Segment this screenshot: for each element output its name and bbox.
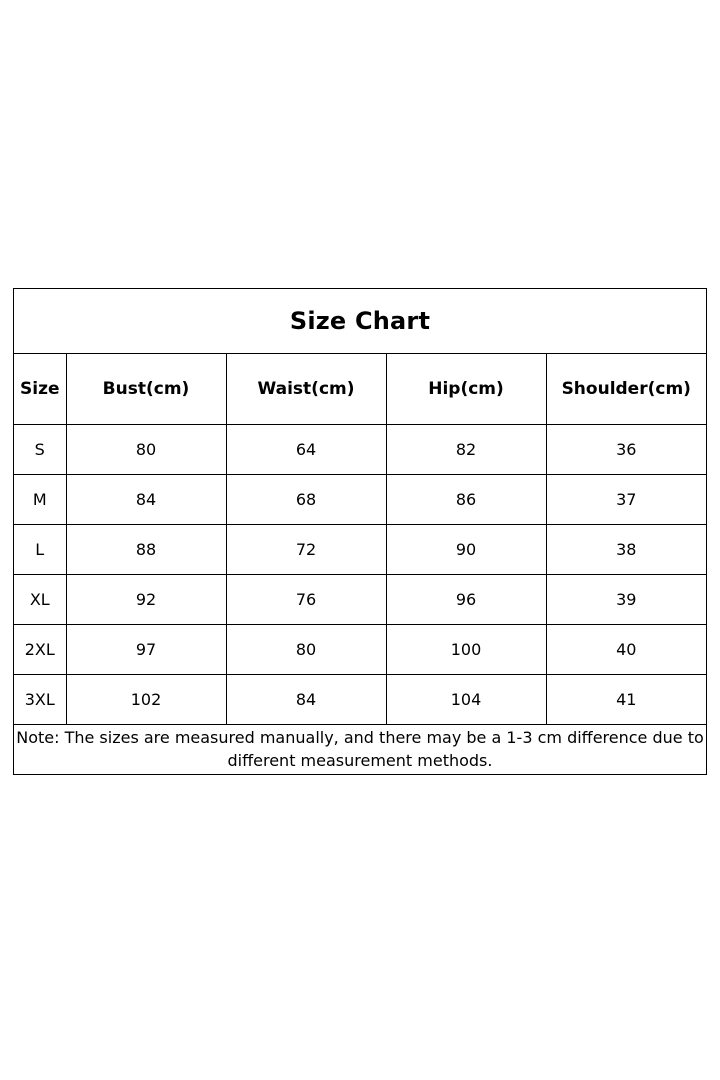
table-header-row xyxy=(14,353,706,424)
column-header-bust: Bust(cm) xyxy=(66,353,226,424)
cell-hip: 90 xyxy=(386,524,546,574)
cell-size: L xyxy=(14,524,66,574)
measurement-note: Note: The sizes are measured manually, and there may be a 1-3 cm difference due to different measurement methods. xyxy=(14,724,706,774)
cell-bust: 92 xyxy=(66,574,226,624)
cell-waist: 80 xyxy=(226,624,386,674)
cell-waist: 64 xyxy=(226,424,386,474)
cell-waist: 84 xyxy=(226,674,386,724)
size-chart-container xyxy=(13,288,707,775)
table-row xyxy=(14,424,706,474)
cell-bust: 97 xyxy=(66,624,226,674)
table-row xyxy=(14,674,706,724)
column-header-size: Size xyxy=(14,353,66,424)
cell-hip: 96 xyxy=(386,574,546,624)
cell-hip: 104 xyxy=(386,674,546,724)
table-row xyxy=(14,574,706,624)
cell-waist: 72 xyxy=(226,524,386,574)
cell-bust: 102 xyxy=(66,674,226,724)
cell-bust: 84 xyxy=(66,474,226,524)
size-chart-table xyxy=(14,353,706,774)
table-body xyxy=(14,424,706,774)
table-header xyxy=(14,353,706,424)
cell-size: 3XL xyxy=(14,674,66,724)
cell-size: S xyxy=(14,424,66,474)
cell-waist: 68 xyxy=(226,474,386,524)
cell-shoulder: 37 xyxy=(546,474,706,524)
cell-hip: 86 xyxy=(386,474,546,524)
cell-size: M xyxy=(14,474,66,524)
cell-size: XL xyxy=(14,574,66,624)
cell-shoulder: 41 xyxy=(546,674,706,724)
column-header-shoulder: Shoulder(cm) xyxy=(546,353,706,424)
table-row xyxy=(14,624,706,674)
chart-title: Size Chart xyxy=(289,307,431,335)
table-note-row xyxy=(14,724,706,774)
cell-shoulder: 36 xyxy=(546,424,706,474)
cell-hip: 82 xyxy=(386,424,546,474)
table-row xyxy=(14,524,706,574)
cell-bust: 88 xyxy=(66,524,226,574)
cell-waist: 76 xyxy=(226,574,386,624)
cell-shoulder: 40 xyxy=(546,624,706,674)
table-row xyxy=(14,474,706,524)
cell-bust: 80 xyxy=(66,424,226,474)
cell-hip: 100 xyxy=(386,624,546,674)
column-header-waist: Waist(cm) xyxy=(226,353,386,424)
cell-shoulder: 38 xyxy=(546,524,706,574)
column-header-hip: Hip(cm) xyxy=(386,353,546,424)
cell-size: 2XL xyxy=(14,624,66,674)
cell-shoulder: 39 xyxy=(546,574,706,624)
